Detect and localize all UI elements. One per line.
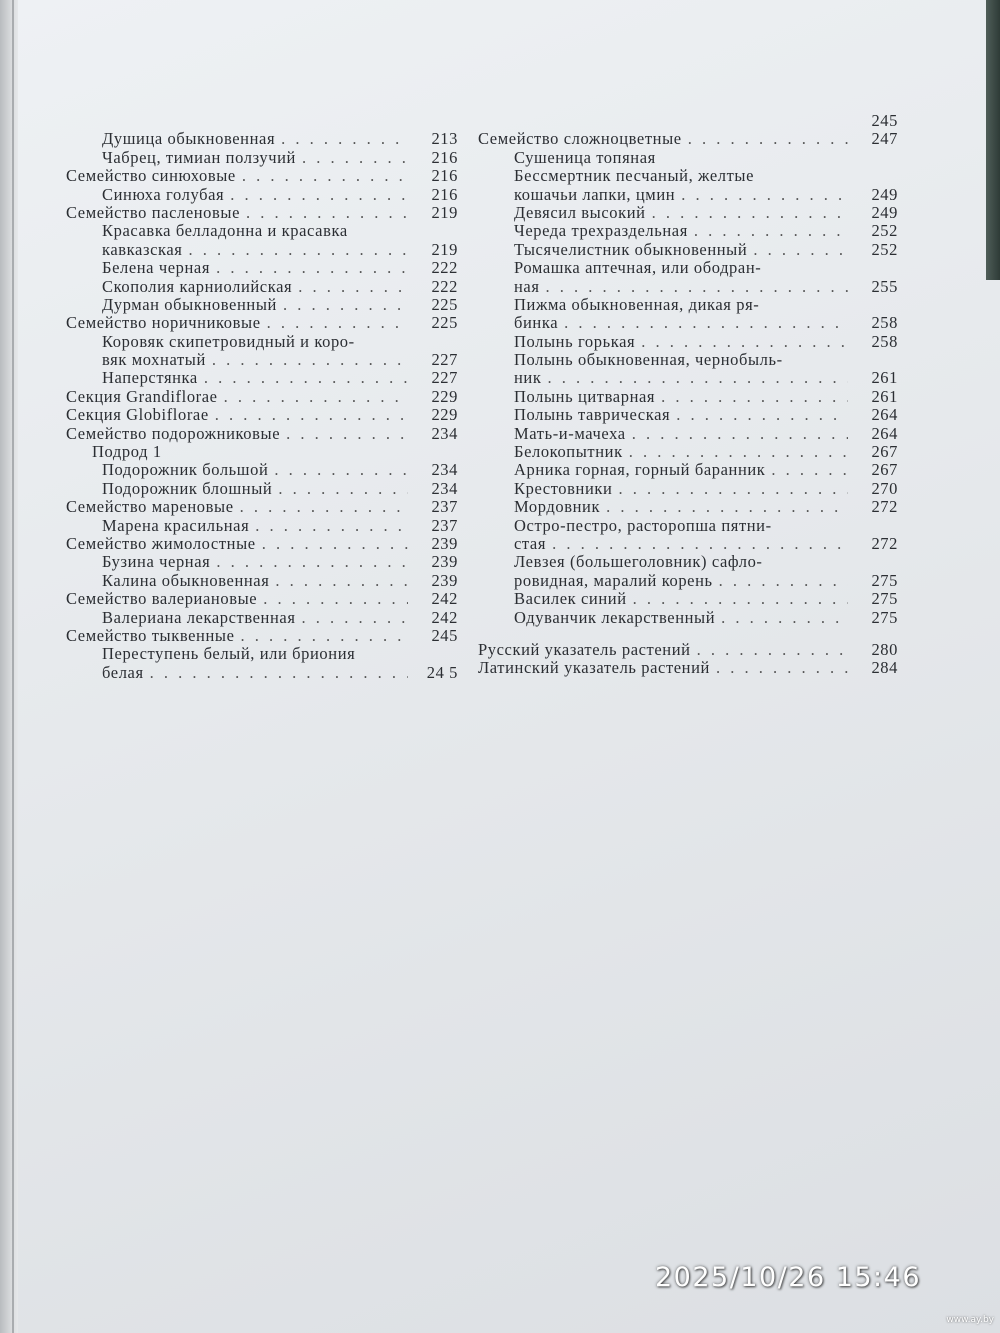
toc-page-number: 261 [871, 368, 898, 388]
toc-entry [478, 553, 898, 571]
toc-leader-dots [681, 186, 848, 204]
toc-column-left [66, 112, 458, 682]
toc-page-number: 252 [871, 239, 898, 259]
toc-entry [478, 130, 898, 148]
toc-leader-dots [716, 659, 848, 677]
toc-leader-dots [652, 204, 848, 222]
toc-page-number: 234 [431, 460, 458, 480]
toc-entry-title: Латинский указатель растений [478, 658, 710, 678]
toc-entry [66, 241, 458, 259]
toc-page-number: 267 [871, 460, 898, 480]
toc-leader-dots [212, 351, 408, 369]
toc-entry [478, 425, 898, 443]
toc-entry [478, 241, 898, 259]
toc-leader-dots [697, 641, 848, 659]
toc-entry-title: ровидная, маралий корень [514, 570, 713, 590]
toc-entry-title: Одуванчик лекарственный [514, 607, 716, 627]
toc-leader-dots [189, 241, 409, 259]
toc-entry [66, 130, 458, 148]
toc-leader-dots [629, 443, 848, 461]
toc-leader-dots [240, 498, 408, 516]
toc-entry-title: Подрод 1 [92, 442, 162, 462]
toc-entry [478, 480, 898, 498]
toc-entry [478, 498, 898, 516]
toc-entry-title: Крестовники [514, 478, 613, 498]
toc-page-number: 247 [871, 129, 898, 149]
toc-leader-dots [241, 627, 408, 645]
toc-leader-dots [215, 406, 408, 424]
toc-entry [478, 609, 898, 627]
toc-entry [66, 314, 458, 332]
toc-entry [66, 186, 458, 204]
toc-entry-title: Арника горная, горный баранник [514, 460, 766, 480]
toc-entry-title: Мордовник [514, 497, 601, 517]
toc-page-number: 245 [431, 625, 458, 645]
toc-entry-title: Полынь горькая [514, 331, 636, 351]
toc-page-number: 227 [431, 368, 458, 388]
toc-leader-dots [753, 241, 848, 259]
toc-page-number: 242 [431, 607, 458, 627]
toc-entry-title: бинка [514, 313, 559, 333]
toc-entry [478, 517, 898, 535]
toc-page-number: 242 [431, 589, 458, 609]
toc-leader-dots [281, 130, 408, 148]
toc-page-number: 216 [431, 166, 458, 186]
toc-entry-title: вяк мохнатый [102, 350, 206, 370]
toc-entry [478, 333, 898, 351]
toc-entry-title: Секция Globiflorae [66, 405, 209, 425]
toc-entry-title: Валериана лекарственная [102, 607, 296, 627]
toc-entry-title: стая [514, 533, 547, 553]
toc-entry-title: Душица обыкновенная [102, 129, 276, 149]
toc-leader-dots [661, 388, 848, 406]
toc-entry-title: Семейство норичниковые [66, 313, 261, 333]
toc-page-number: 270 [871, 478, 898, 498]
toc-entry [478, 641, 898, 659]
toc-page-number: 225 [431, 294, 458, 314]
toc-leader-dots [641, 333, 848, 351]
toc-page-number: 216 [431, 184, 458, 204]
toc-entry [66, 517, 458, 535]
toc-page-number: 227 [431, 350, 458, 370]
toc-leader-dots [275, 572, 408, 590]
toc-page-number: 264 [871, 405, 898, 425]
toc-leader-dots [771, 461, 848, 479]
toc-page-number: 239 [431, 570, 458, 590]
toc-entry-title: Секция Grandiflorae [66, 386, 218, 406]
toc-entry-title: Переступень белый, или бриония [102, 644, 356, 664]
toc-entry [66, 388, 458, 406]
toc-entry-title: Бессмертник песчаный, желтые [514, 166, 755, 186]
toc-page-number: 258 [871, 313, 898, 333]
toc-leader-dots [278, 480, 408, 498]
toc-leader-dots [283, 296, 408, 314]
toc-entry [478, 461, 898, 479]
toc-entry [478, 149, 898, 167]
toc-entry [478, 388, 898, 406]
toc-page-number: 272 [871, 533, 898, 553]
toc-entry-title: Полынь обыкновенная, чернобыль- [514, 350, 783, 370]
toc-entry-title: Семейство синюховые [66, 166, 236, 186]
toc-entry [66, 369, 458, 387]
toc-entry [66, 498, 458, 516]
toc-entry-title: Подорожник большой [102, 460, 269, 480]
toc-entry-title: Семейство пасленовые [66, 202, 241, 222]
toc-entry [478, 314, 898, 332]
toc-leader-dots [564, 314, 848, 332]
toc-entry-title: Василек синий [514, 589, 627, 609]
toc-entry-title: Белокопытник [514, 442, 623, 462]
toc-leader-dots [224, 388, 408, 406]
toc-entry-title: Русский указатель растений [478, 639, 691, 659]
toc-leader-dots [262, 535, 408, 553]
spine-crease [12, 0, 14, 1333]
toc-page-number: 237 [431, 497, 458, 517]
toc-entry-title: Синюха голубая [102, 184, 225, 204]
toc-leader-dots [298, 278, 408, 296]
toc-entry-title: Ромашка аптечная, или ободран- [514, 258, 762, 278]
toc-entry [478, 112, 898, 130]
toc-leader-dots [632, 425, 848, 443]
toc-page-number: 239 [431, 552, 458, 572]
toc-entry [478, 590, 898, 608]
toc-entry-title: Пижма обыкновенная, дикая ря- [514, 294, 760, 314]
toc-page-number: 219 [431, 239, 458, 259]
toc-entry [66, 149, 458, 167]
toc-entry-title: Красавка белладонна и красавка [102, 221, 348, 241]
toc-entry-title: Бузина черная [102, 552, 211, 572]
toc-entry [66, 406, 458, 424]
toc-entry [66, 259, 458, 277]
toc-leader-dots [242, 167, 408, 185]
toc-entry-title: Коровяк скипетровидный и коро- [102, 331, 355, 351]
toc-leader-dots [302, 609, 408, 627]
toc-entry [66, 222, 458, 240]
toc-entry-title: Чабрец, тимиан ползучий [102, 147, 296, 167]
toc-leader-dots [676, 406, 848, 424]
toc-page-number: 216 [431, 147, 458, 167]
watermark: www.ay.by [946, 1315, 994, 1325]
toc-leader-dots [302, 149, 408, 167]
toc-entry [478, 186, 898, 204]
toc-page-number: 222 [431, 258, 458, 278]
toc-entry-title: Наперстянка [102, 368, 198, 388]
toc-entry [66, 296, 458, 314]
toc-entry-title: Семейство валериановые [66, 589, 258, 609]
toc-entry-title: Девясил высокий [514, 202, 646, 222]
toc-entry [66, 664, 458, 682]
toc-page-number: 237 [431, 515, 458, 535]
toc-page-number: 24 5 [426, 662, 458, 682]
toc-entry-title: Полынь цитварная [514, 386, 656, 406]
toc-entry [478, 296, 898, 314]
toc-entry [66, 609, 458, 627]
toc-entry [66, 590, 458, 608]
toc-page-number: 275 [871, 589, 898, 609]
toc-page-number: 284 [871, 658, 898, 678]
toc-entry-title: Череда трехраздельная [514, 221, 688, 241]
toc-entry [478, 259, 898, 277]
toc-page-number: 252 [871, 221, 898, 241]
toc-entry-title: ник [514, 368, 542, 388]
toc-entry-title: Семейство сложноцветные [478, 129, 682, 149]
toc-leader-dots [216, 259, 408, 277]
toc-entry-title: кавказская [102, 239, 183, 259]
toc-leader-dots [267, 314, 408, 332]
toc-entry [66, 627, 458, 645]
toc-entry-title: Семейство тыквенные [66, 625, 235, 645]
toc-entry [478, 369, 898, 387]
toc-page-number: 239 [431, 533, 458, 553]
toc-leader-dots [150, 664, 408, 682]
toc-entry-title: Семейство подорожниковые [66, 423, 281, 443]
toc-entry [66, 167, 458, 185]
toc-leader-dots [606, 498, 848, 516]
toc-entry-title: Тысячелистник обыкновенный [514, 239, 748, 259]
toc-leader-dots [721, 609, 848, 627]
toc-entry-title: Белена черная [102, 258, 211, 278]
toc-entry-title: Подорожник блошный [102, 478, 273, 498]
toc-entry [66, 425, 458, 443]
toc-leader-dots [719, 572, 848, 590]
toc-entry [66, 351, 458, 369]
toc-entry [66, 112, 458, 130]
toc-page-number: 222 [431, 276, 458, 296]
toc-leader-dots [274, 461, 408, 479]
toc-entry-title: Семейство мареновые [66, 497, 234, 517]
toc-page-number: 234 [431, 478, 458, 498]
toc-page-number: 225 [431, 313, 458, 333]
toc-entry [66, 333, 458, 351]
toc-entry [478, 535, 898, 553]
toc-entry-title: Остро-пестро, расторопша пятни- [514, 515, 772, 535]
toc-leader-dots [552, 535, 848, 553]
toc-entry [478, 659, 898, 677]
toc-leader-dots [263, 590, 408, 608]
toc-entry [66, 553, 458, 571]
toc-entry-title: Мать-и-мачеха [514, 423, 626, 443]
toc-entry-title: ная [514, 276, 540, 296]
toc-page-number: 234 [431, 423, 458, 443]
toc-leader-dots [204, 369, 408, 387]
toc-leader-dots [286, 425, 408, 443]
toc-leader-dots [688, 130, 848, 148]
toc-page-number: 219 [431, 202, 458, 222]
toc-entry [478, 443, 898, 461]
toc-entry [66, 645, 458, 663]
toc-leader-dots [546, 278, 848, 296]
toc-entry-title: Левзея (большеголовник) сафло- [514, 552, 763, 572]
toc-entry-title: кошачьи лапки, цмин [514, 184, 676, 204]
toc-page-number: 245 [871, 111, 898, 130]
toc-leader-dots [633, 590, 848, 608]
toc-page-number: 275 [871, 570, 898, 590]
toc-entry-title: белая [102, 662, 144, 682]
toc-entry-title: Сушеница топяная [514, 147, 656, 167]
toc-leader-dots [246, 204, 408, 222]
toc-leader-dots [547, 369, 848, 387]
toc-entry [66, 204, 458, 222]
toc-entry [66, 461, 458, 479]
toc-page-number: 275 [871, 607, 898, 627]
toc-entry [66, 535, 458, 553]
toc-leader-dots [694, 222, 848, 240]
toc-page-number: 272 [871, 497, 898, 517]
toc-leader-dots [216, 553, 408, 571]
toc-leader-dots [230, 186, 408, 204]
toc-page-number: 229 [431, 386, 458, 406]
toc-entry-title: Калина обыкновенная [102, 570, 270, 590]
toc-entry-title: Марена красильная [102, 515, 250, 535]
toc-column-right [478, 112, 898, 678]
toc-page-number: 264 [871, 423, 898, 443]
toc-page-number: 249 [871, 202, 898, 222]
toc-page-number: 258 [871, 331, 898, 351]
toc-entry [478, 572, 898, 590]
toc-entry [478, 351, 898, 369]
toc-entry [478, 167, 898, 185]
toc-spacer [478, 627, 898, 641]
toc-entry [478, 406, 898, 424]
toc-entry [478, 278, 898, 296]
toc-entry [66, 480, 458, 498]
toc-page-number: 267 [871, 442, 898, 462]
toc-page-number: 255 [871, 276, 898, 296]
toc-entry [66, 443, 458, 461]
toc-page-number: 249 [871, 184, 898, 204]
toc-page-number: 213 [431, 129, 458, 149]
toc-leader-dots [618, 480, 848, 498]
book-spine [0, 0, 18, 1333]
toc-page-number: 229 [431, 405, 458, 425]
toc-entry-title: Дурман обыкновенный [102, 294, 277, 314]
book-cover-edge [986, 0, 1000, 280]
toc-page-number: 261 [871, 386, 898, 406]
photo-timestamp: 2025/10/26 15:46 [655, 1262, 922, 1293]
toc-entry-title: Семейство жимолостные [66, 533, 256, 553]
toc-entry [478, 222, 898, 240]
toc-entry [66, 572, 458, 590]
toc-leader-dots [255, 517, 408, 535]
toc-entry [66, 278, 458, 296]
toc-entry [478, 204, 898, 222]
toc-page-number: 280 [871, 639, 898, 659]
toc-entry-title: Скополия карниолийская [102, 276, 293, 296]
toc-entry-title: Полынь таврическая [514, 405, 671, 425]
